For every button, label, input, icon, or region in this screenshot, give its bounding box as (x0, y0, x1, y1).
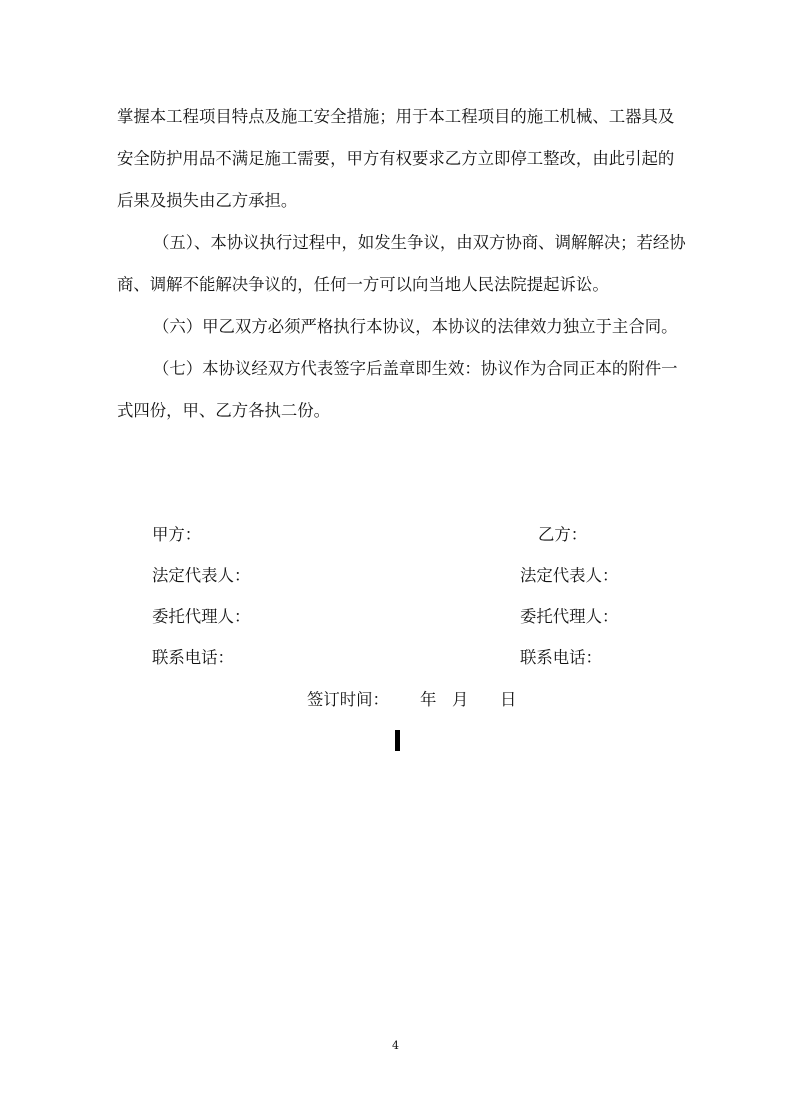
paragraph-line: 后果及损失由乙方承担。 (117, 191, 298, 210)
paragraph-line: （六）甲乙双方必须严格执行本协议，本协议的法律效力独立于主合同。 (153, 317, 678, 336)
paragraph-line: 式四份，甲、乙方各执二份。 (117, 401, 331, 420)
phone-b-label: 联系电话： (520, 648, 602, 667)
month-label: 月 (452, 690, 469, 709)
text-cursor[interactable] (395, 730, 400, 751)
day-label: 日 (500, 690, 517, 709)
paragraph-line: 商、调解不能解决争议的，任何一方可以向当地人民法院提起诉讼。 (117, 275, 609, 294)
phone-a-label: 联系电话： (152, 648, 234, 667)
paragraph-line: （七）本协议经双方代表签字后盖章即生效：协议作为合同正本的附件一 (153, 359, 678, 378)
page-number: 4 (392, 1039, 399, 1052)
year-label: 年 (420, 690, 437, 709)
party-a-label: 甲方： (152, 525, 202, 544)
paragraph-line: 掌握本工程项目特点及施工安全措施；用于本工程项目的施工机械、工器具及 (117, 107, 675, 126)
agent-b-label: 委托代理人： (520, 607, 619, 626)
sign-date-label: 签订时间： (307, 690, 389, 709)
agent-a-label: 委托代理人： (152, 607, 251, 626)
party-b-label: 乙方： (538, 525, 588, 544)
legal-rep-b-label: 法定代表人： (520, 566, 619, 585)
paragraph-line: 安全防护用品不满足施工需要，甲方有权要求乙方立即停工整改，由此引起的 (117, 149, 675, 168)
legal-rep-a-label: 法定代表人： (152, 566, 251, 585)
paragraph-line: （五）、本协议执行过程中，如发生争议，由双方协商、调解解决；若经协 (153, 233, 686, 252)
